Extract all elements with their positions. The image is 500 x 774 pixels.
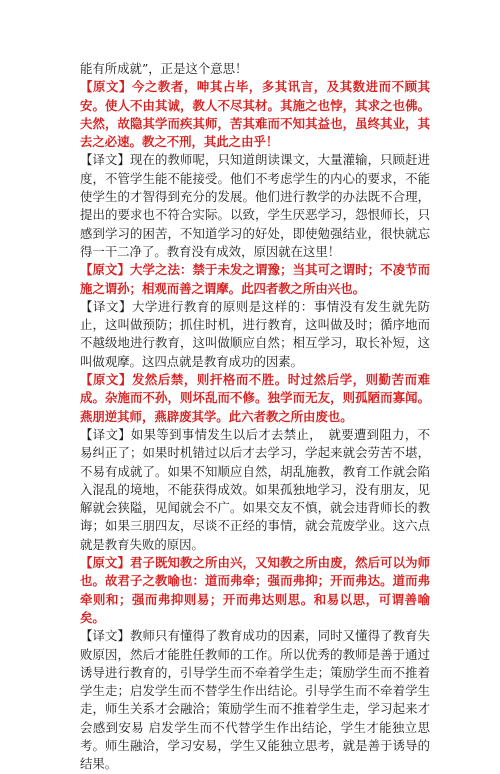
paragraph-original-text: 【原文】发然后禁，则扞格而不胜。时过然后学，则勤苦而难成。杂施而不孙，则坏乱而不修。独学而无友，则孤陋而寡闻。燕朋逆其师，燕辟废其学。此六者教之所由废也。: [80, 372, 430, 424]
paragraph-continuation: 能有所成就”，正是这个意思！: [80, 61, 248, 76]
paragraph-original-text: 【原文】今之教者，呻其占毕，多其讯言，及其数进而不顾其安。使人不由其诚，教人不尽其材。其施之也悖，其求之也佛。夫然，故隐其学而疾其师，苦其难而不知其益也，虽终其业，其去之必速。教之不刑，其此之由乎！: [80, 79, 430, 150]
paragraph-original-text: 【原文】大学之法：禁于未发之谓豫；当其可之谓时；不凌节而施之谓孙；相观而善之谓摩。此四者教之所由兴也。: [80, 262, 430, 296]
paragraph-translation: 【译文】大学进行教育的原则是这样的：事情没有发生就先防止，这叫做预防；抓住时机，进行教育，这叫做及时；循序地而不越级地进行教育，这叫做顺应自然；相互学习，取长补短，这叫做观摩。这四点就是教育成功的因素。: [80, 298, 430, 369]
paragraph-translation: 【译文】现在的教师呢，只知道朗读课文，大量灌输，只顾赶进度，不管学生能不能接受。他们不考虑学生的内心的要求，不能使学生的才智得到充分的发展。他们进行教学的办法既不合理，提出的要求也不符合实际。以致，学生厌恶学习，怨恨师长，只感到学习的困苦，不知道学习的好处，即使勉强结业，很快就忘得一干二净了。教育没有成效，原因就在这里！: [80, 152, 430, 259]
paragraph-original-text: 【原文】君子既知教之所由兴，又知教之所由废，然后可以为师也。故君子之教喻也：道而弗牵；强而弗抑；开而弗达。道而弗牵则和；强而弗抑则易；开而弗达则思。和易以思，可谓善喻矣。: [80, 555, 430, 625]
paragraph-translation: 【译文】如果等到事情发生以后才去禁止， 就要遭到阻力，不易纠正了；如果时机错过以后才去学习，学起来就会劳苦不堪，不易有成就了。如果不知顺应自然，胡乱施教，教育工作就会陷入混乱的境地，不能获得成效。如果孤独地学习，没有朋友，见解就会狭隘，见闻就会不广。如果交友不慎，就会违背师长的教诲；如果三朋四友，尽谈不正经的事情，就会荒废学业。这六点就是教育失败的原因。: [80, 426, 430, 552]
paragraph-translation: 【译文】教师只有懂得了教育成功的因素，同时又懂得了教育失败原因，然后才能胜任教师的工作。所以优秀的教师是善于通过诱导进行教育的，引导学生而不牵着学生走；策励学生而不推着学生走；启发学生而不替学生作出结论。引导学生而不牵着学生走，师生关系才会融洽；策励学生而不推着学生走，学习起来才会感到安易 启发学生而不代替学生作出结论，学生才能独立思考。师生融洽，学习安易，学生又能独立思考，就是善于诱导的结果。: [80, 628, 430, 772]
article-body: [80, 60, 430, 774]
